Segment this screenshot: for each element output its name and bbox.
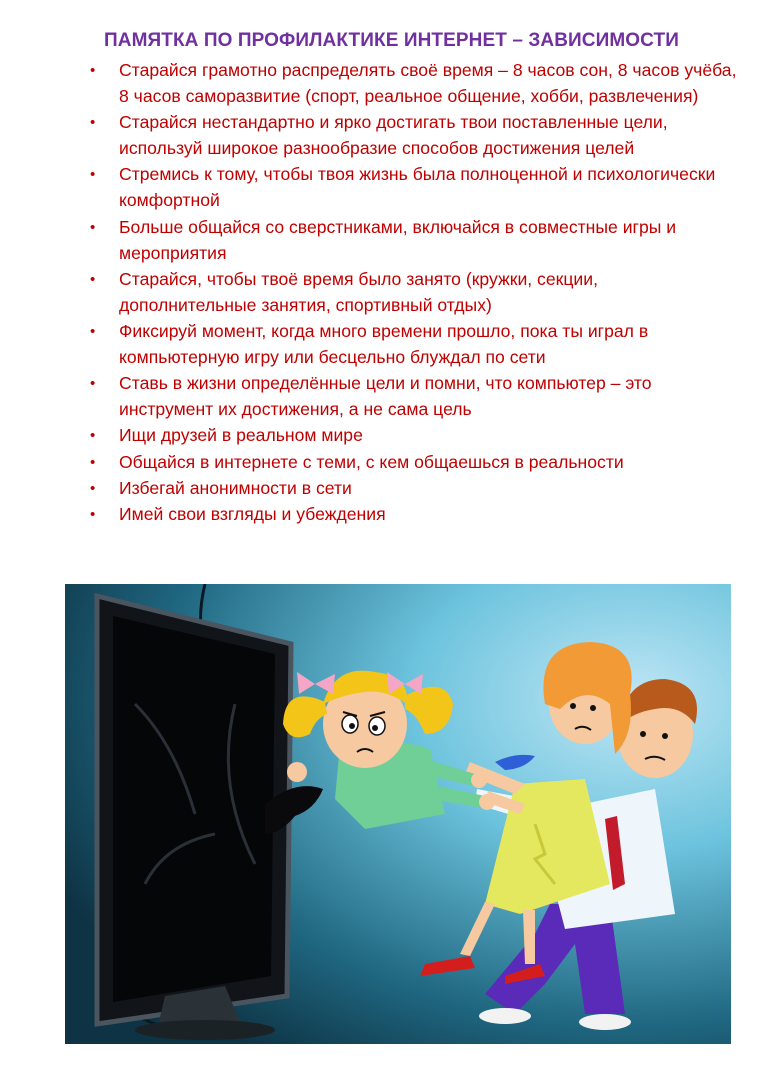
bullet-icon: • bbox=[90, 323, 96, 341]
tip-text: Общайся в интернете с теми, с кем общаешься в реальности bbox=[119, 451, 624, 472]
list-item bbox=[88, 319, 738, 371]
bullet-icon: • bbox=[90, 427, 96, 445]
list-item bbox=[88, 371, 738, 423]
tip-text: Старайся грамотно распределять своё время – 8 часов сон, 8 часов учёба, 8 часов саморазвитие (спорт, реальное общение, хобби, развлечения) bbox=[119, 60, 737, 106]
bullet-icon: • bbox=[90, 453, 96, 471]
tip-text: Фиксируй момент, когда много времени прошло, пока ты играл в компьютерную игру или бесцельно блуждал по сети bbox=[119, 321, 649, 367]
tip-text: Старайся, чтобы твоё время было занято (кружки, секции, дополнительные занятия, спортивный отдых) bbox=[119, 268, 598, 315]
list-item bbox=[88, 502, 738, 528]
list-item bbox=[88, 215, 738, 267]
page-title: ПАМЯТКА ПО ПРОФИЛАКТИКЕ ИНТЕРНЕТ – ЗАВИСИМОСТИ bbox=[104, 30, 679, 51]
tip-text: Имей свои взгляды и убеждения bbox=[119, 504, 386, 525]
bullet-icon: • bbox=[90, 480, 96, 498]
monitor-icon bbox=[97, 596, 291, 1040]
list-item bbox=[88, 110, 738, 162]
bullet-icon: • bbox=[90, 375, 96, 393]
tips-list bbox=[88, 58, 738, 529]
list-item bbox=[88, 267, 738, 319]
bullet-icon: • bbox=[90, 62, 96, 79]
list-item bbox=[88, 162, 738, 214]
bullet-icon: • bbox=[90, 114, 96, 132]
tip-text: Ищи друзей в реальном мире bbox=[119, 425, 363, 446]
bullet-icon: • bbox=[90, 218, 96, 236]
list-item bbox=[88, 476, 738, 502]
tip-text: Ставь в жизни определённые цели и помни, что компьютер – это инструмент их достижения, а не сама цель bbox=[119, 373, 652, 420]
list-item bbox=[88, 58, 738, 110]
tip-text: Больше общайся со сверстниками, включайся в совместные игры и мероприятия bbox=[119, 216, 677, 263]
list-item bbox=[88, 423, 738, 449]
tip-text: Избегай анонимности в сети bbox=[119, 478, 352, 499]
tip-text: Стремись к тому, чтобы твоя жизнь была полноценной и психологически комфортной bbox=[119, 164, 716, 211]
list-item bbox=[88, 450, 738, 476]
bullet-icon: • bbox=[90, 506, 96, 524]
bullet-icon: • bbox=[90, 270, 96, 288]
children-pulling-girl-from-computer-illustration bbox=[65, 584, 731, 1044]
bullet-icon: • bbox=[90, 166, 96, 184]
tip-text: Старайся нестандартно и ярко достигать твои поставленные цели, используй широкое разнообразие способов достижения целей bbox=[119, 112, 668, 159]
